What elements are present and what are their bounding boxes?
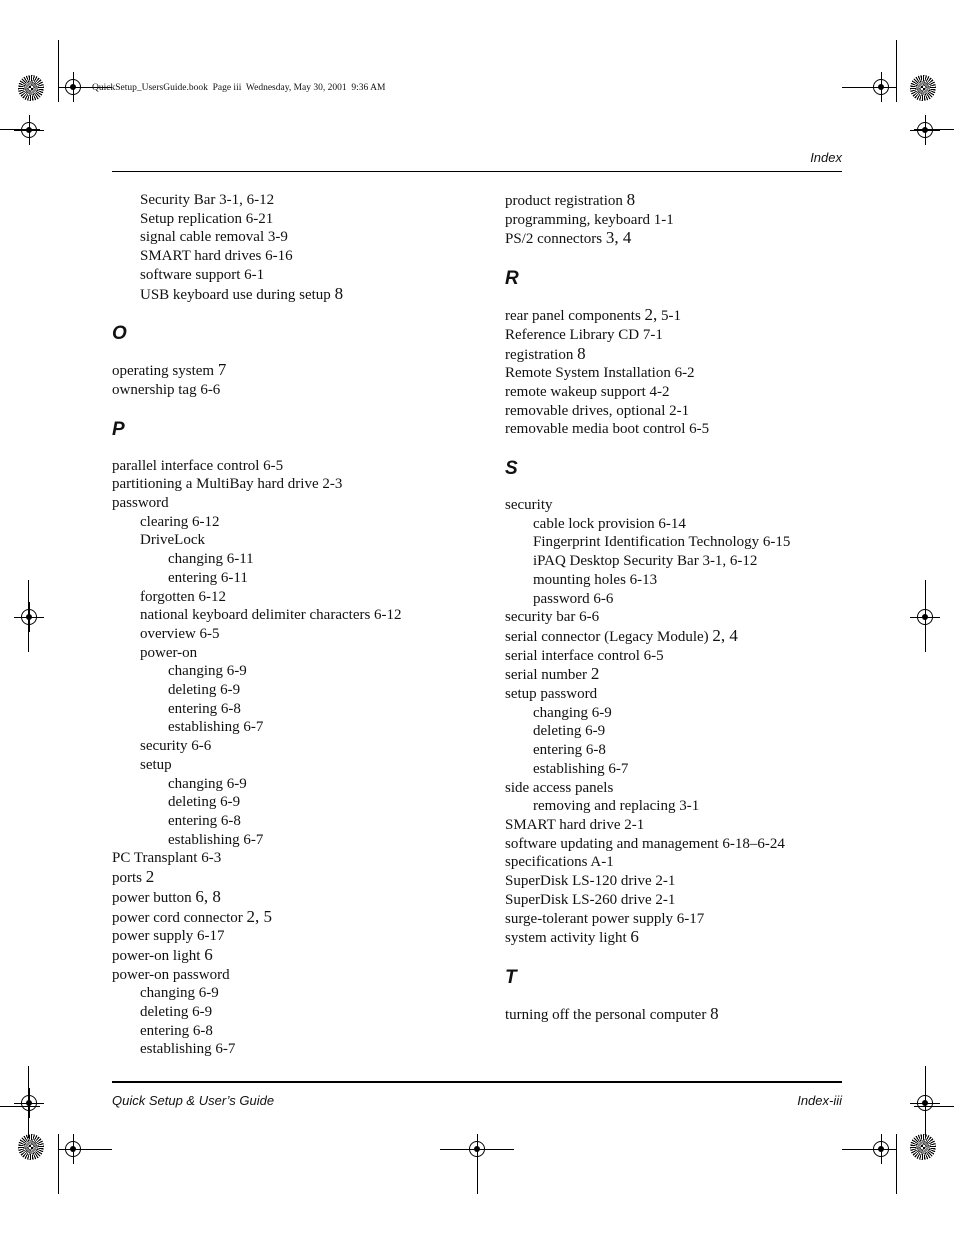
index-letter-heading: T [505,966,517,988]
index-entry [112,946,482,966]
index-entry-page-ref: 2, 5 [246,906,273,926]
index-entry [505,704,875,723]
index-entry-text: signal cable removal 3-9 [140,229,288,246]
index-entry-text: side access panels [505,779,614,796]
index-entry-page-ref: 6 [630,927,639,947]
index-entry [505,928,875,948]
index-entry [112,625,482,644]
index-entry-text: security 6-6 [140,738,212,755]
index-entry [112,266,482,285]
index-entry [505,306,875,326]
index-entry-page-ref: 6 [204,944,213,964]
running-header: Index [810,150,842,165]
index-entry [112,756,482,775]
index-entry [112,927,482,946]
index-entry [112,361,482,381]
index-entry-text: SuperDisk LS-120 drive 2-1 [505,873,676,890]
index-entry-text: PC Transplant 6-3 [112,850,222,867]
index-entry-page-ref: 8 [334,283,344,303]
index-entry-text: serial connector (Legacy Module) [505,628,713,645]
index-entry-text: entering 6-8 [168,812,241,829]
index-entry-text: removable media boot control 6-5 [505,421,710,438]
index-entry [505,191,875,211]
index-entry-text: programming, keyboard 1-1 [505,211,674,228]
index-entry [112,475,482,494]
registration-mark-icon [58,72,88,102]
index-entry [505,872,875,891]
index-entry-text: national keyboard delimiter characters 6-12 [140,607,402,624]
index-entry [112,812,482,831]
index-entry [112,1040,482,1059]
index-entry-text: software support 6-1 [140,266,265,283]
index-letter-heading: O [112,323,127,345]
index-entry [112,868,482,888]
index-entry-text: security bar 6-6 [505,609,600,626]
index-entry-text: Remote System Installation 6-2 [505,365,695,382]
index-entry-text: SMART hard drive 2-1 [505,816,645,833]
index-letter-heading: P [112,418,125,440]
index-entry [505,741,875,760]
index-entry-text: setup password [505,686,598,703]
index-entry-page-ref: 8 [710,1003,719,1023]
index-entry-text: power button [112,889,196,906]
index-entry-text: changing 6-9 [168,775,247,792]
index-entry-text: system activity light [505,930,631,947]
index-entry [505,383,875,402]
index-entry [112,531,482,550]
index-entry-text: changing 6-9 [168,663,247,680]
index-entry-text: password 6-6 [533,590,614,607]
index-entry [505,910,875,929]
index-entry [505,722,875,741]
crop-line [86,1149,112,1150]
print-slug: QuickSetup_UsersGuide.book Page iii Wednesday, May 30, 2001 9:36 AM [92,83,386,93]
index-entry [112,984,482,1003]
crop-line [0,1106,40,1107]
index-entry-page-ref: 2, [644,305,658,325]
index-entry-text: USB keyboard use during setup [140,286,335,303]
crop-line [477,1134,478,1194]
index-entry [112,588,482,607]
index-entry [112,550,482,569]
index-entry [112,718,482,737]
index-entry [505,779,875,798]
index-entry [112,1022,482,1041]
index-entry [505,229,875,249]
index-entry [505,797,875,816]
index-column-left [112,191,482,1059]
index-entry [505,627,875,647]
color-target-icon [910,75,936,101]
index-entry-text: registration [505,346,578,363]
index-entry-text: Setup replication 6-21 [140,210,274,227]
index-entry-text: Reference Library CD 7-1 [505,326,663,343]
index-entry [112,494,482,513]
index-entry-text: establishing 6-7 [533,760,629,777]
color-target-icon [18,75,44,101]
index-entry [112,737,482,756]
index-entry-page-ref: 2, 4 [712,625,738,645]
index-entry-text: overview 6-5 [140,625,220,642]
index-entry-text: ownership tag 6-6 [112,381,221,398]
index-entry [505,402,875,421]
index-entry-text: product registration [505,193,627,209]
crop-line [925,1066,926,1138]
index-entry [505,345,875,365]
index-entry-text: password [112,495,169,512]
index-entry [505,685,875,704]
index-entry-text: changing 6-9 [140,985,219,1002]
index-entry-text: specifications A-1 [505,854,614,871]
index-entry [112,681,482,700]
crop-line [914,1106,954,1107]
index-entry-text: changing 6-9 [533,704,612,721]
index-entry-text: changing 6-11 [168,551,254,568]
index-entry [505,1005,875,1025]
index-entry [112,1003,482,1022]
crop-line [914,129,954,130]
index-entry-page-ref: 7 [217,360,227,380]
index-entry [112,569,482,588]
color-target-icon [18,1134,44,1160]
index-entry [505,552,875,571]
index-entry-text: removing and replacing 3-1 [533,798,700,815]
index-entry [112,849,482,868]
index-entry-text: power-on password [112,966,230,983]
index-column-right [505,191,875,1025]
index-entry-text: forgotten 6-12 [140,588,226,605]
index-entry [112,700,482,719]
index-entry-page-ref: 8 [577,343,586,363]
footer-rule [112,1081,842,1083]
index-entry-page-ref: 2 [590,664,600,684]
index-entry [505,891,875,910]
index-entry [505,364,875,383]
index-entry-text: removable drives, optional 2-1 [505,402,690,419]
crop-line [842,1149,868,1150]
index-entry [112,210,482,229]
footer-book-title: Quick Setup & User’s Guide [112,1093,275,1108]
index-entry [505,571,875,590]
index-entry [505,326,875,345]
crop-line [842,87,868,88]
index-entry [505,760,875,779]
index-entry [505,420,875,439]
index-entry-text: parallel interface control 6-5 [112,457,284,474]
index-entry [112,966,482,985]
index-entry [505,211,875,230]
index-entry-text: rear panel components [505,308,645,325]
index-entry [505,496,875,515]
index-entry [505,835,875,854]
index-entry-text: establishing 6-7 [168,831,264,848]
index-entry-text: software updating and management 6-18–6-24 [505,835,785,852]
index-entry [505,647,875,666]
index-entry [505,515,875,534]
index-entry [112,228,482,247]
header-rule [112,171,842,172]
index-entry-text: serial number [505,667,591,684]
crop-line [896,1134,897,1194]
index-entry-text: establishing 6-7 [168,719,264,736]
index-entry-text: mounting holes 6-13 [533,571,658,588]
index-entry-text: surge-tolerant power supply 6-17 [505,910,705,927]
index-entry-text: cable lock provision 6-14 [533,515,686,532]
color-target-icon [910,1134,936,1160]
index-entry-text: power-on light [112,947,205,964]
index-entry [112,606,482,625]
index-entry-page-ref: 8 [626,190,636,209]
index-entry-text: deleting 6-9 [533,723,606,740]
index-entry-text: turning off the personal computer [505,1006,711,1023]
index-entry [112,191,482,210]
index-entry [112,247,482,266]
index-entry [112,285,482,305]
crop-line [896,40,897,102]
crop-line [28,580,29,652]
index-entry [112,513,482,532]
index-entry-text: deleting 6-9 [140,1004,213,1021]
registration-mark-icon [866,1134,896,1164]
crop-line [58,40,59,102]
index-entry [112,644,482,663]
index-entry [112,775,482,794]
index-entry-text: operating system [112,363,218,380]
index-entry-text: entering 6-11 [168,569,248,586]
index-letter-heading: R [505,268,519,290]
index-entry-text: establishing 6-7 [140,1041,236,1058]
index-entry-text: power supply 6-17 [112,928,225,945]
index-entry [112,457,482,476]
index-entry-text: PS/2 connectors [505,231,606,248]
index-entry [505,590,875,609]
index-entry-text: ports [112,870,146,887]
index-entry [112,831,482,850]
index-entry-text: clearing 6-12 [140,513,220,530]
index-entry-text: power cord connector [112,909,247,926]
index-entry-text: serial interface control 6-5 [505,647,664,664]
crop-line [28,1066,29,1138]
index-entry-text: deleting 6-9 [168,682,241,699]
index-entry-page-ref: 3, 4 [605,228,632,248]
index-entry-text: setup [140,756,172,773]
registration-mark-icon [14,1088,44,1118]
crop-line [925,580,926,652]
index-letter-heading: S [505,458,518,480]
index-entry-page-ref: 6, 8 [195,886,221,906]
index-entry-text: entering 6-8 [140,1022,213,1039]
index-entry-text: Security Bar 3-1, 6-12 [140,192,275,208]
footer-page-number: Index-iii [797,1093,842,1108]
index-entry-text: remote wakeup support 4-2 [505,383,670,400]
index-entry [505,608,875,627]
index-entry-text: iPAQ Desktop Security Bar 3-1, 6-12 [533,553,758,570]
index-entry [505,665,875,685]
index-entry [505,853,875,872]
index-entry-text: deleting 6-9 [168,794,241,811]
index-entry-text: Fingerprint Identification Technology 6-15 [533,534,791,551]
crop-line [0,129,40,130]
crop-line [58,1134,59,1194]
index-entry [112,662,482,681]
registration-mark-icon [14,602,44,632]
index-entry-text: power-on [140,644,198,661]
index-entry [112,888,482,908]
index-entry-text: partitioning a MultiBay hard drive 2-3 [112,476,343,493]
index-entry-page-ref-tail: 5-1 [657,308,682,325]
index-entry [112,908,482,928]
index-entry-text: entering 6-8 [168,700,241,717]
registration-mark-icon [866,72,896,102]
index-entry-page-ref: 2 [145,867,155,887]
registration-mark-icon [910,115,940,145]
index-entry-text: SMART hard drives 6-16 [140,248,293,265]
index-entry [505,816,875,835]
index-entry-text: DriveLock [140,532,205,549]
index-entry-text: security [505,497,553,514]
index-entry [112,793,482,812]
index-entry-text: SuperDisk LS-260 drive 2-1 [505,891,676,908]
index-entry [505,533,875,552]
registration-mark-icon [58,1134,88,1164]
index-entry [112,381,482,400]
index-entry-text: entering 6-8 [533,742,606,759]
registration-mark-icon [14,115,44,145]
